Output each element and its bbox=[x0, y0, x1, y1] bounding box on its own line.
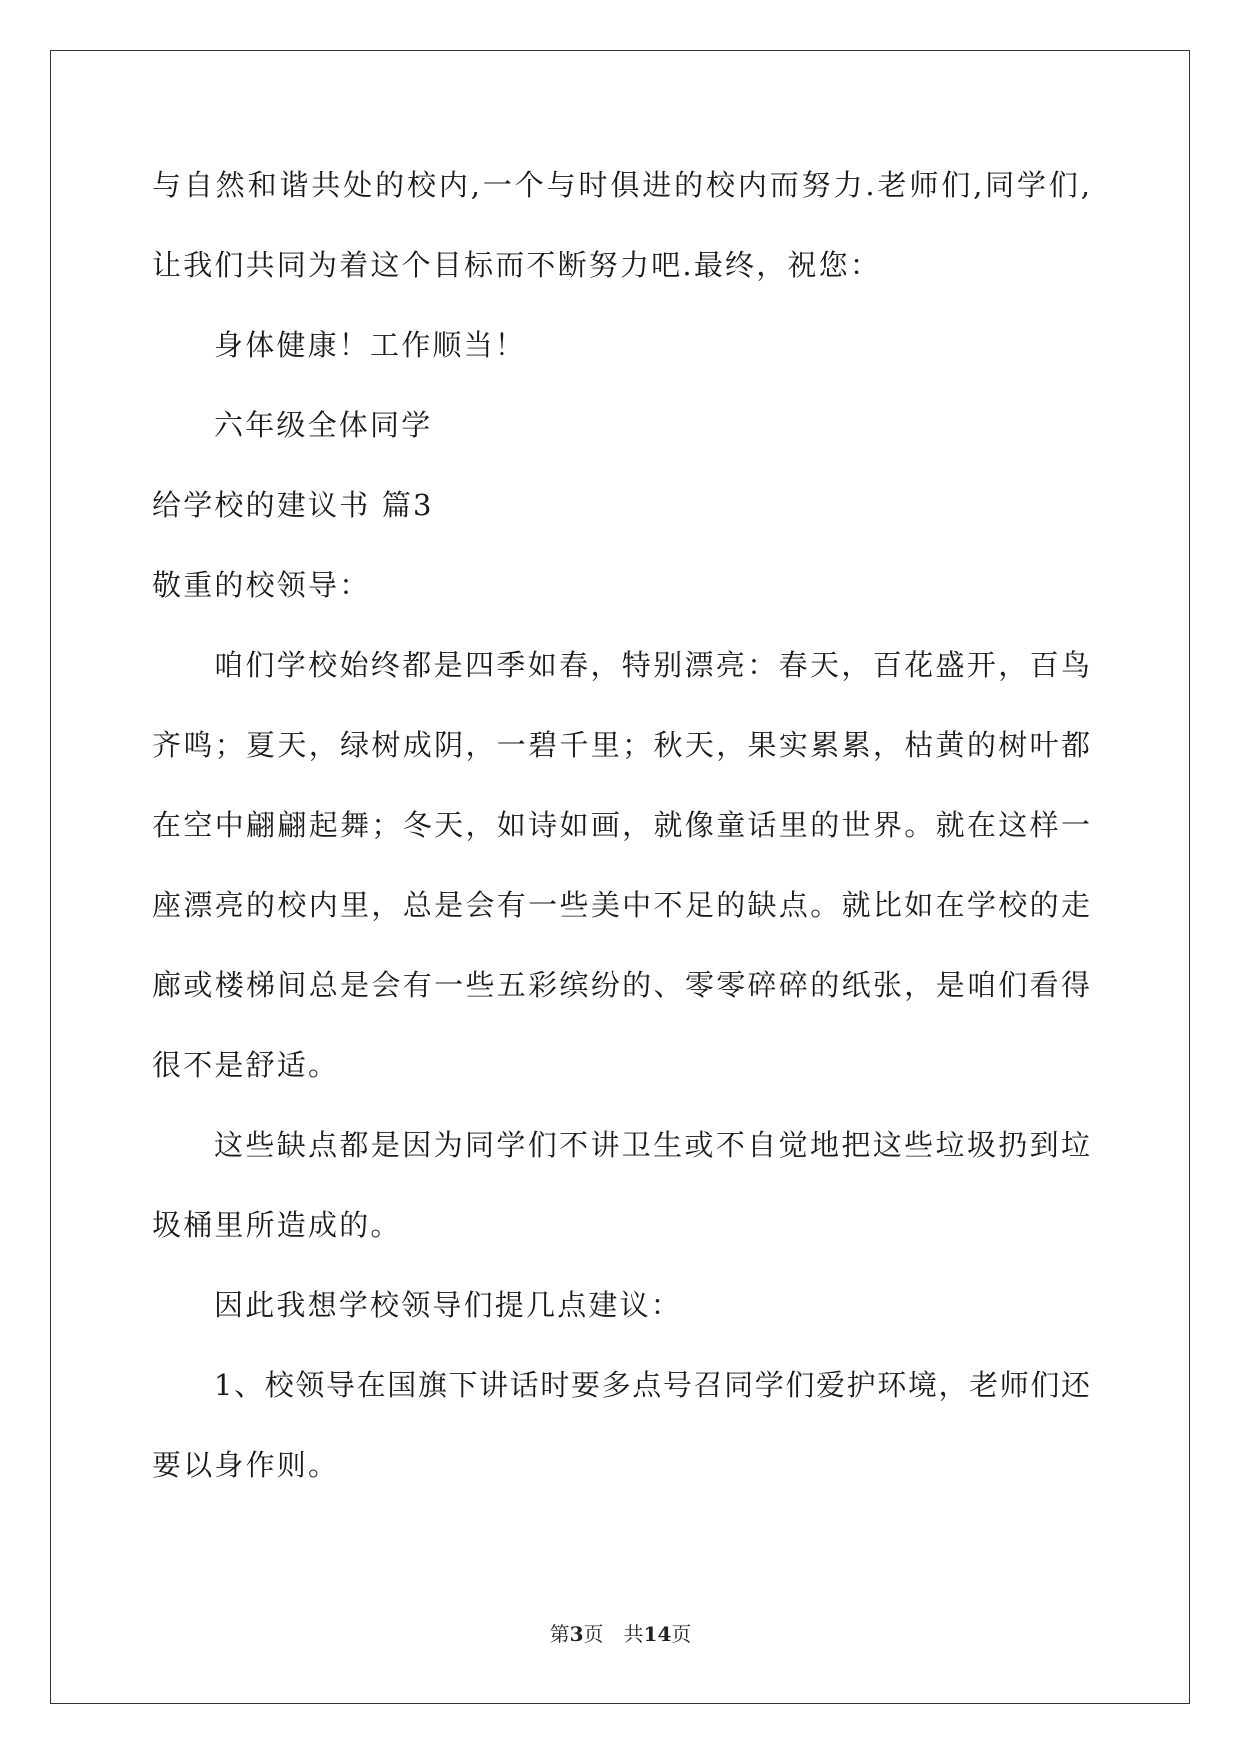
paragraph-line: 咱们学校始终都是四季如春，特别漂亮：春天，百花盛开，百鸟 bbox=[214, 648, 1090, 682]
page-prefix: 第 bbox=[549, 1622, 570, 1646]
paragraph-line: 让我们共同为着这个目标而不断努力吧.最终，祝您： bbox=[152, 248, 882, 282]
paragraph-line: 这些缺点都是因为同学们不讲卫生或不自觉地把这些垃圾扔到垃 bbox=[214, 1128, 1090, 1162]
paragraph-line: 很不是舒适。 bbox=[152, 1048, 340, 1082]
salutation: 敬重的校领导： bbox=[152, 568, 371, 602]
paragraph-line: 廊或楼梯间总是会有一些五彩缤纷的、零零碎碎的纸张，是咱们看得 bbox=[152, 968, 1090, 1002]
list-item-line: 1、校领导在国旗下讲话时要多点号召同学们爱护环境，老师们还 bbox=[214, 1368, 1090, 1402]
page-mid: 页 共 bbox=[583, 1622, 644, 1646]
list-item-line: 要以身作则。 bbox=[152, 1448, 340, 1482]
closing-wish: 身体健康！工作顺当！ bbox=[214, 328, 527, 362]
total-page-count: 14 bbox=[643, 1622, 672, 1646]
page-suffix: 页 bbox=[671, 1622, 692, 1646]
paragraph-line: 与自然和谐共处的校内,一个与时俱进的校内而努力.老师们,同学们, bbox=[152, 168, 1090, 202]
paragraph-line: 座漂亮的校内里，总是会有一些美中不足的缺点。就比如在学校的走 bbox=[152, 888, 1090, 922]
paragraph-line: 齐鸣；夏天，绿树成阴，一碧千里；秋天，果实累累，枯黄的树叶都 bbox=[152, 728, 1090, 762]
section-title: 给学校的建议书 篇3 bbox=[152, 488, 434, 522]
paragraph-line: 因此我想学校领导们提几点建议： bbox=[214, 1288, 683, 1322]
current-page-number: 3 bbox=[569, 1622, 584, 1646]
paragraph-line: 在空中翩翩起舞；冬天，如诗如画，就像童话里的世界。就在这样一 bbox=[152, 808, 1090, 842]
signature: 六年级全体同学 bbox=[214, 408, 433, 442]
page-number-footer bbox=[0, 1622, 1241, 1646]
paragraph-line: 圾桶里所造成的。 bbox=[152, 1208, 402, 1242]
